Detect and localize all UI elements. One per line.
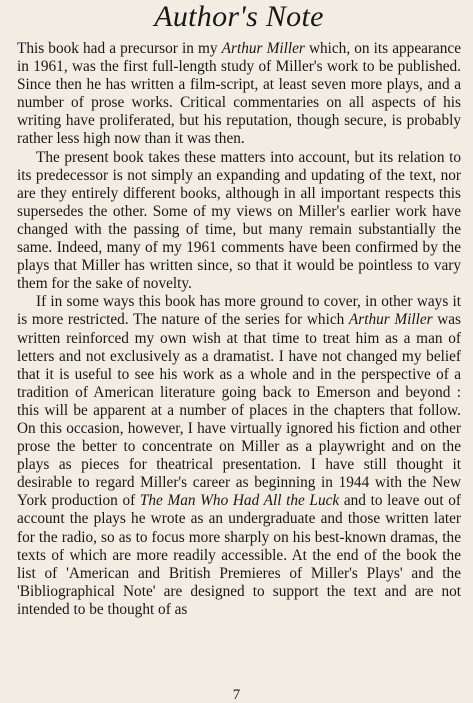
body-text: [17, 40, 461, 619]
italic-title: Arthur Miller: [348, 311, 433, 329]
paragraph: This book had a precursor in my Arthur Miller which, on its appearance in 1961, was the first full-length study of Miller's work to be published. Since then he has written a film-script, at least seven more plays, and a number of prose works. Critical commentaries on all aspects of his writing have proliferated, but his reputation, though secure, is probably rather less high now than it was then.: [17, 40, 462, 148]
page-number: 7: [232, 687, 241, 703]
italic-title: The Man Who Had All the Luck: [139, 492, 340, 510]
paragraph: If in some ways this book has more ground to cover, in other ways it is more restricted. The nature of the series for which Arthur Miller was written reinforced my own wish at that time to treat him as a man of letters and not exclusively as a dramatist. I have not changed my belief that it is useful to see his work as a whole and in the perspective of a tradition of American literature going back to Emerson and beyond : this will be apparent at a number of places in the chapters that follow. On this occasion, however, I have virtually ignored his fiction and other prose the better to concentrate on Miller as a playwright and on the plays as pieces for theatrical presentation. I have still thought it desirable to regard Miller's career as beginning in 1944 with the New York production of The Man Who Had All the Luck and to leave out of account the plays he wrote as an undergraduate and those written later for the radio, so as to focus more sharply on his best-known dramas, the texts of which are more readily accessible. At the end of the book the list of 'American and British Premieres of Miller's Plays' and the 'Bibliographical Note' are designed to support the text and are not intended to be thought of as: [17, 293, 462, 618]
page-title: Author's Note: [154, 0, 324, 33]
paragraph: The present book takes these matters into account, but its relation to its predecessor is not simply an expanding and updating of the text, nor are they entirely different books, although in all important respects this supersedes the other. Some of my views on Miller's earlier work have changed with the passing of time, but many remain substantially the same. Indeed, many of my 1961 comments have been confirmed by the plays that Miller has written since, so that it would be pointless to vary them for the sake of novelty.: [17, 148, 461, 293]
italic-title: Arthur Miller: [221, 40, 305, 57]
